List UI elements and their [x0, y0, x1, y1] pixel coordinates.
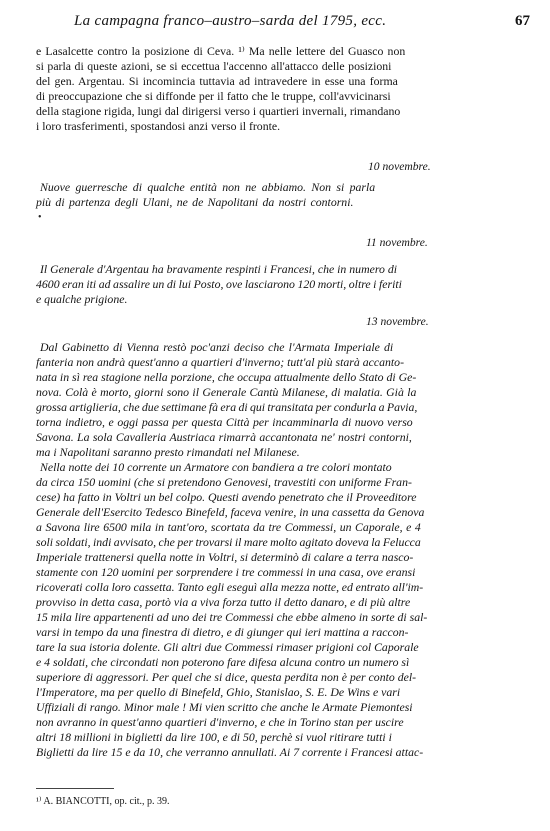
text-line: Imperiale trattenersi quella notte in Voltri, si determinò di calare a terra nasco-: [36, 550, 414, 564]
text-line: più di partenza degli Ulani, ne de Napolitani da nostri contorni.: [36, 195, 354, 209]
footnote: ¹⁾ A. BIANCOTTI, op. cit., p. 39.: [36, 796, 170, 807]
text-line: varsi in tempo da una finestra di dietro, e di giunger qui ieri mattina a raccon-: [36, 625, 409, 639]
text-line: di preoccupazione che si diffonde per il fatto che le truppe, coll'avvicinarsi: [36, 89, 391, 103]
date-heading: 10 novembre.: [368, 160, 431, 173]
text-line: nata in sì rea stagione nella porzione, che occupa attualmente dello Stato di Ge-: [36, 370, 417, 384]
footnote-divider: [36, 788, 114, 789]
text-line: Nella notte dei 10 corrente un Armatore con bandiera a tre colori montato: [40, 460, 392, 474]
text-line: ricoverati colla loro cassetta. Tanto egli eseguì alla mezza notte, ed entrato all'im-: [36, 580, 424, 594]
text-line: 4600 eran iti ad assalire un di lui Posto, ove lasciarono 120 morti, oltre i feriti: [36, 277, 402, 291]
text-line: del gen. Argentau. Si incomincia tuttavia ad intravedere in esse una forma: [36, 74, 398, 88]
running-title: La campagna franco–austro–sarda del 1795, ecc.: [74, 13, 387, 29]
text-line: fanteria non andrà quest'anno a quartieri d'inverno; tutt'al più starà accanto-: [36, 355, 405, 369]
text-line: si parla di queste azioni, se si eccettua l'accenno all'attacco delle posizioni: [36, 59, 392, 73]
date-heading: 13 novembre.: [366, 315, 429, 328]
text-line: Uffiziali di rango. Minor male ! Mi vien scritto che anche le Armate Piemontesi: [36, 700, 413, 714]
text-line: cese) ha fatto in Voltri un bel colpo. Questi avendo penetrato che il Proveeditore: [36, 490, 417, 504]
text-line: e qualche prigione.: [36, 292, 128, 306]
date-heading: 11 novembre.: [366, 236, 428, 249]
text-line: Nuove guerresche di qualche entità non ne abbiamo. Non si parla: [40, 180, 376, 194]
text-line: Biglietti da lire 15 e da 10, che verranno annullati. Ai 7 corrente i Francesi attac-: [36, 745, 424, 759]
running-header: [22, 10, 530, 32]
text-line: ma i Napolitani saranno presto rimandati nel Milanese.: [36, 445, 300, 459]
text-line: l'Imperatore, ma per quello di Binefeld, Ghio, Stanislao, S. E. De Wins e vari: [36, 685, 401, 699]
text-line: i loro trasferimenti, spostandosi anzi verso il fronte.: [36, 119, 281, 133]
text-line: stamente con 120 uomini per sorprendere i tre commessi in una casa, ove eransi: [36, 565, 416, 579]
text-line: e Lasalcette contro la posizione di Ceva. ¹⁾ Ma nelle lettere del Guasco non: [36, 44, 406, 58]
text-line: Il Generale d'Argentau ha bravamente respinti i Francesi, che in numero di: [40, 262, 398, 276]
text-line: da circa 150 uomini (che si pretendono Genovesi, travestiti con uniforme Fran-: [36, 475, 412, 489]
text-line: e 4 soldati, che circondati non poterono fare difesa alcuna contro un numero sì: [36, 655, 410, 669]
text-line: Generale dell'Esercito Tedesco Binefeld, faceva venire, in una cassetta da Genova: [36, 505, 425, 519]
text-line: Savona. La sola Cavalleria Austriaca rimarrà accantonata ne' nostri contorni,: [36, 430, 412, 444]
text-line: della stagione rigida, lungi dal dirigersi verso i quartieri invernali, rimandano: [36, 104, 401, 118]
page-number: 67: [515, 13, 530, 29]
text-line: Dal Gabinetto di Vienna restò poc'anzi deciso che l'Armata Imperiale di: [40, 340, 394, 354]
text-line: tare la sua istoria dolente. Gli altri due Commessi rimaser prigioni col Caporale: [36, 640, 419, 654]
text-line: grossa artiglieria, che due settimane fà era di qui transitata per condurla a Pavia,: [36, 400, 418, 414]
stray-mark: •: [38, 212, 42, 223]
text-line: torna indietro, e oggi passa per questa Città per incamminarla di nuovo verso: [36, 415, 413, 429]
text-line: 15 mila lire appartenenti ad uno dei tre Commessi che ebbe almeno in sorte di sal-: [36, 610, 428, 624]
text-line: superiore di aggressori. Per quel che si dice, questa perdita non è per conto del-: [36, 670, 417, 684]
text-line: altri 18 millioni in biglietti da lire 100, e di 50, perchè si vuol ritirare tutti i: [36, 730, 392, 744]
text-line: nova. Colà è morto, giorni sono il Generale Cantù Milanese, di malatia. Già la: [36, 385, 417, 399]
text-line: soli soldati, indi avvisato, che per trovarsi il mare molto agitato doveva la Felucca: [36, 535, 421, 549]
text-line: provviso in detta casa, portò via a viva forza tutto il detto danaro, e di più altre: [36, 595, 411, 609]
text-line: non avranno in quest'anno quartieri d'inverno, e che in Torino stan per uscire: [36, 715, 404, 729]
text-line: a Savona lire 6500 mila in tant'oro, scortata da tre Commessi, un Caporale, e 4: [36, 520, 421, 534]
